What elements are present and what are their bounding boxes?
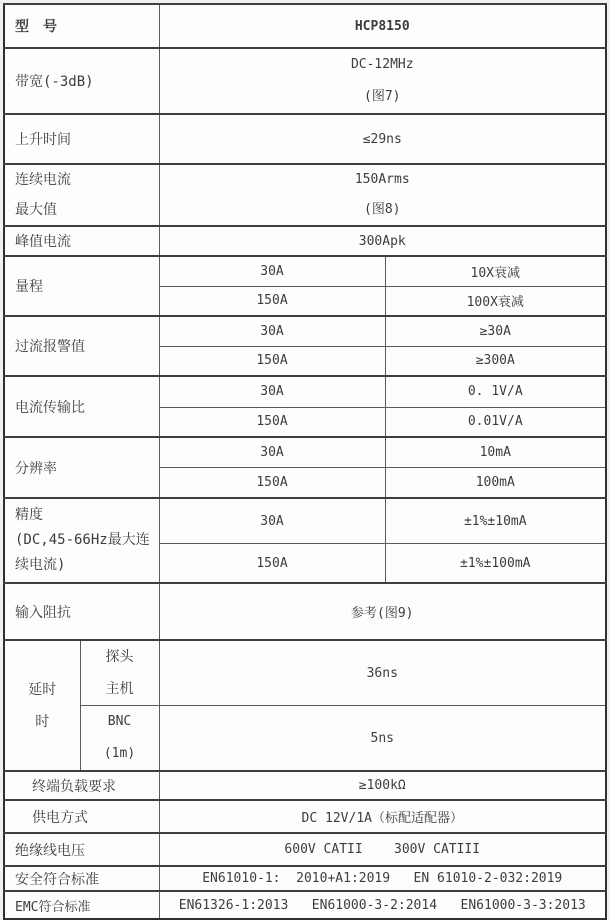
row-peak-current — [4, 226, 606, 256]
insulation-value: 600V CATII 300V CATIII — [159, 833, 606, 866]
termination-label: 终端负载要求 — [4, 771, 159, 800]
power-label: 供电方式 — [4, 800, 159, 833]
delay-label-line1: 延时 — [28, 681, 57, 698]
accuracy-label-condition: (DC,45-66Hz最大连续电流) — [15, 532, 150, 573]
oc-alarm-label: 过流报警值 — [4, 316, 159, 376]
resolution-150a-value: 100mA — [385, 467, 606, 498]
bandwidth-label: 带宽(-3dB) — [4, 48, 159, 114]
row-accuracy-30a — [4, 498, 606, 544]
row-safety — [4, 866, 606, 891]
spec-table — [3, 3, 607, 920]
safety-label: 安全符合标准 — [4, 866, 159, 891]
range-30a: 30A — [159, 256, 385, 286]
accuracy-30a-value: ±1%±10mA — [385, 498, 606, 544]
delay-bnc-line1: BNC — [107, 714, 132, 729]
peak-current-label: 峰值电流 — [4, 226, 159, 256]
oc-alarm-150a: 150A — [159, 346, 385, 376]
delay-probe-host-line1: 探头 — [105, 649, 134, 665]
oc-alarm-30a-value: ≥30A — [385, 316, 606, 346]
power-value: DC 12V/1A（标配适配器） — [159, 800, 606, 833]
page — [0, 3, 610, 920]
resolution-30a-value: 10mA — [385, 437, 606, 467]
insulation-label: 绝缘线电压 — [4, 833, 159, 866]
bandwidth-value-line1: DC-12MHz — [350, 57, 414, 72]
row-delay-probe — [4, 640, 606, 706]
range-30a-value: 10X衰减 — [385, 256, 606, 286]
peak-current-value: 300Apk — [159, 226, 606, 256]
row-power — [4, 800, 606, 833]
row-resolution-30a — [4, 437, 606, 467]
range-150a: 150A — [159, 286, 385, 316]
delay-bnc-line2: (1m) — [103, 746, 136, 761]
emc-label: EMC符合标准 — [4, 891, 159, 919]
bandwidth-value-line2: (图7) — [364, 89, 401, 104]
row-model — [4, 4, 606, 48]
accuracy-30a: 30A — [159, 498, 385, 544]
continuous-current-label-line2: 最大值 — [15, 202, 57, 218]
continuous-current-value-line1: 150Arms — [354, 172, 410, 187]
safety-value: EN61010-1: 2010+A1:2019 EN 61010-2-032:2019 — [159, 866, 606, 891]
row-transfer-30a — [4, 376, 606, 407]
accuracy-label — [4, 498, 159, 583]
delay-bnc-value: 5ns — [159, 706, 606, 772]
resolution-label: 分辨率 — [4, 437, 159, 498]
row-input-impedance — [4, 583, 606, 640]
resolution-150a: 150A — [159, 467, 385, 498]
model-value: HCP8150 — [159, 4, 606, 48]
input-impedance-label: 输入阻抗 — [4, 583, 159, 640]
transfer-30a-value: 0. 1V/A — [385, 376, 606, 407]
accuracy-150a-value: ±1%±100mA — [385, 544, 606, 583]
delay-label — [4, 640, 80, 771]
emc-value: EN61326-1:2013 EN61000-3-2:2014 EN61000-3-3:2013 — [159, 891, 606, 919]
bandwidth-value — [159, 48, 606, 114]
model-label: 型 号 — [4, 4, 159, 48]
delay-bnc-label — [80, 706, 159, 772]
continuous-current-value-line2: (图8) — [364, 202, 401, 217]
delay-probe-host-line2: 主机 — [105, 681, 134, 697]
transfer-150a: 150A — [159, 407, 385, 437]
row-insulation — [4, 833, 606, 866]
transfer-30a: 30A — [159, 376, 385, 407]
transfer-label: 电流传输比 — [4, 376, 159, 437]
row-rise-time — [4, 114, 606, 164]
rise-time-label: 上升时间 — [4, 114, 159, 164]
row-delay-bnc — [4, 706, 606, 772]
continuous-current-label — [4, 164, 159, 226]
row-bandwidth — [4, 48, 606, 114]
accuracy-label-title: 精度 — [15, 507, 43, 523]
row-emc — [4, 891, 606, 919]
resolution-30a: 30A — [159, 437, 385, 467]
range-150a-value: 100X衰减 — [385, 286, 606, 316]
row-termination — [4, 771, 606, 800]
termination-value: ≥100kΩ — [159, 771, 606, 800]
continuous-current-value — [159, 164, 606, 226]
range-label: 量程 — [4, 256, 159, 316]
delay-label-line2: 时 — [35, 713, 50, 730]
delay-probe-host-value: 36ns — [159, 640, 606, 706]
row-range-30a — [4, 256, 606, 286]
continuous-current-label-line1: 连续电流 — [15, 172, 71, 188]
input-impedance-value: 参考(图9) — [159, 583, 606, 640]
oc-alarm-150a-value: ≥300A — [385, 346, 606, 376]
accuracy-150a: 150A — [159, 544, 385, 583]
oc-alarm-30a: 30A — [159, 316, 385, 346]
row-continuous-current — [4, 164, 606, 226]
rise-time-value: ≤29ns — [159, 114, 606, 164]
transfer-150a-value: 0.01V/A — [385, 407, 606, 437]
row-oc-alarm-30a — [4, 316, 606, 346]
delay-probe-host-label — [80, 640, 159, 706]
